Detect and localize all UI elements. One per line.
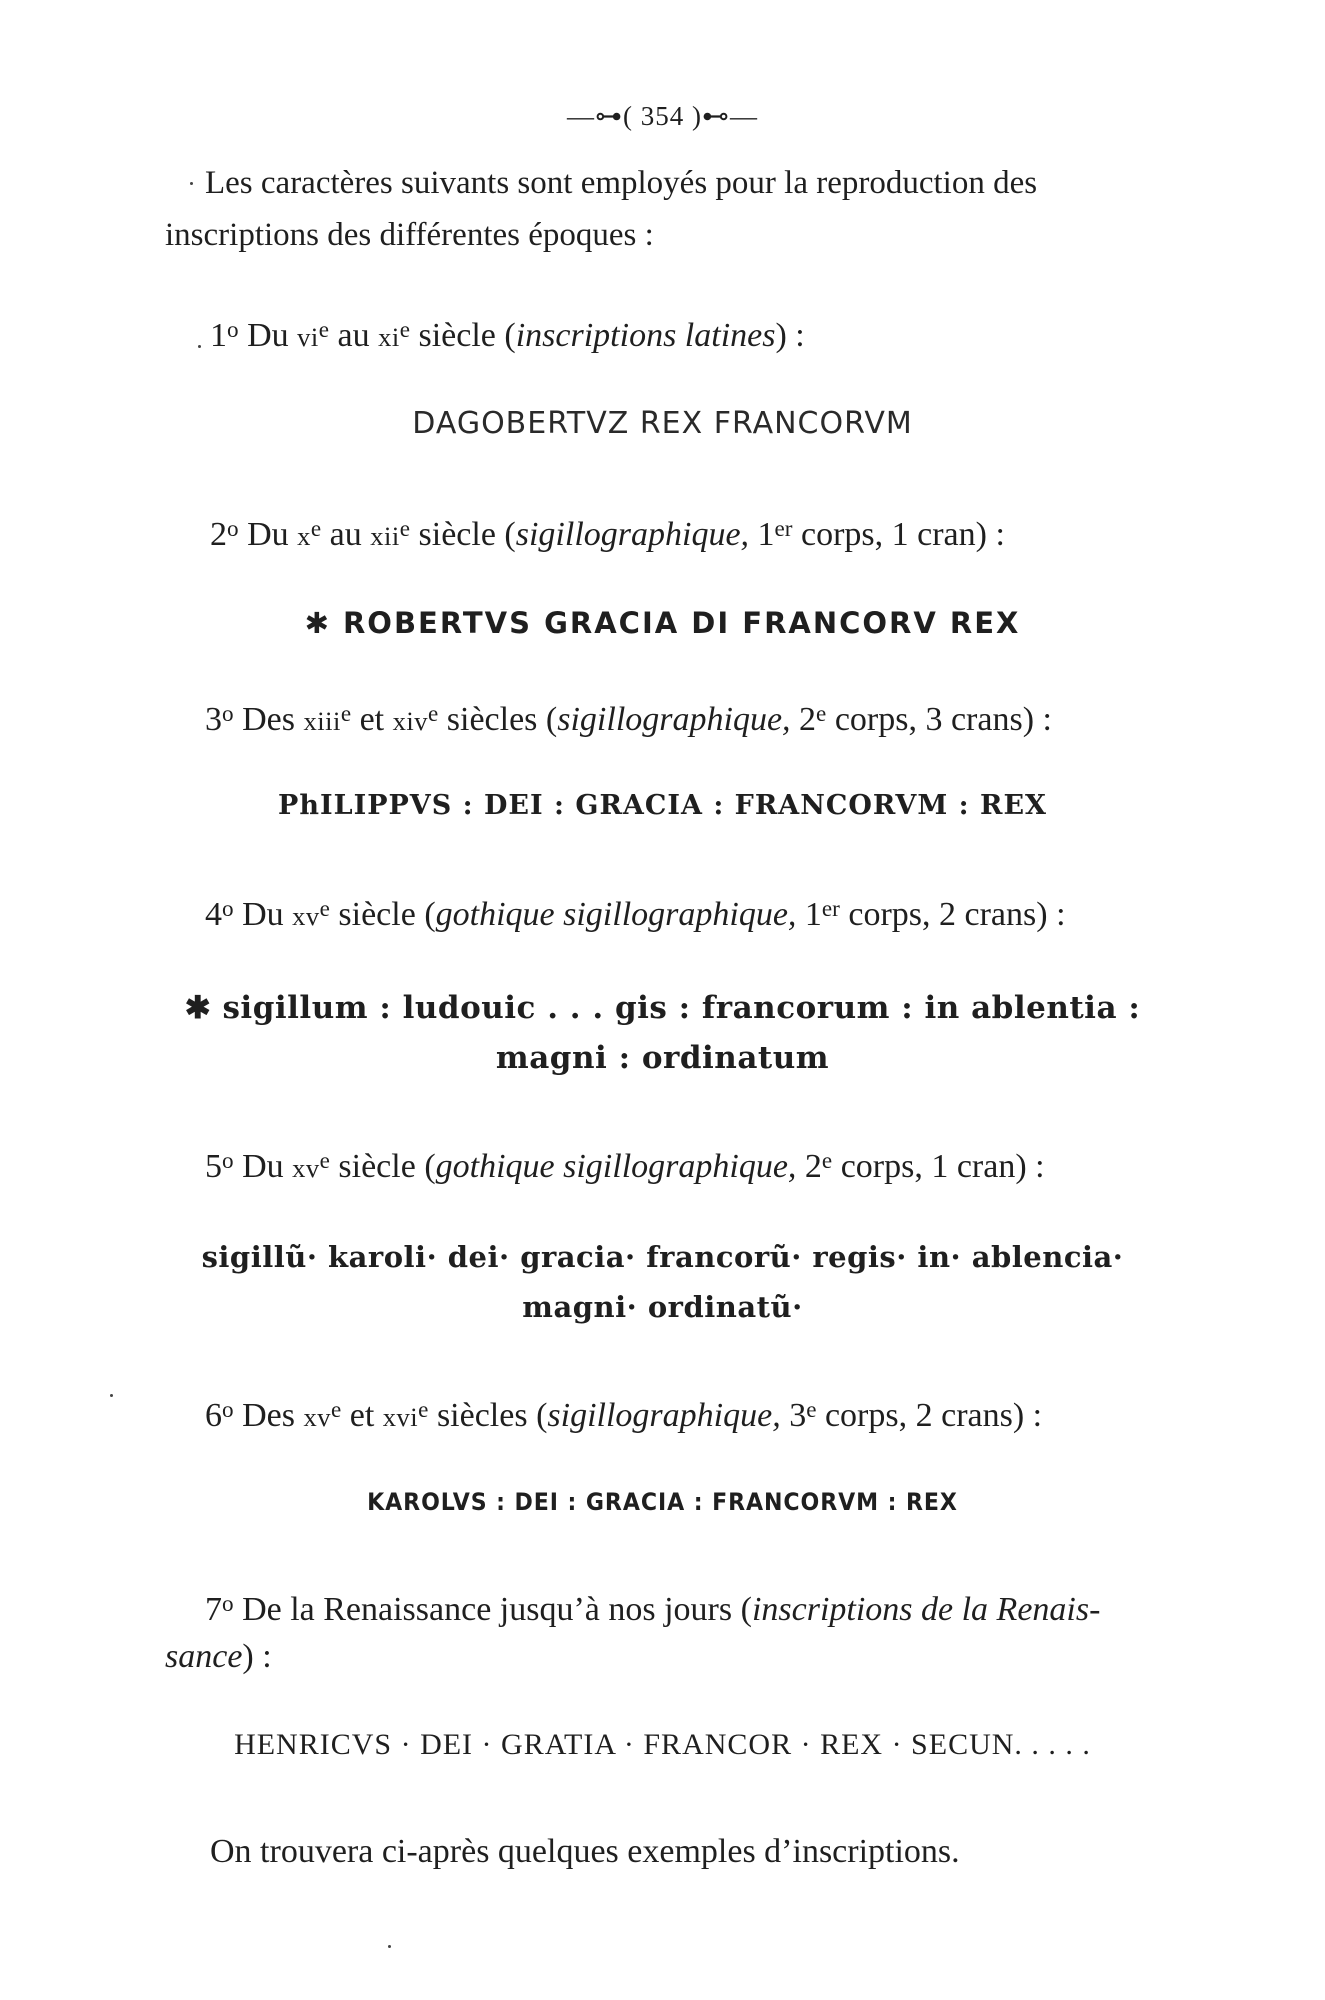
item-1-italic: inscriptions latines [515,317,776,354]
item-3-italic: sigillographique, [557,701,791,738]
page-number: 354 [640,101,685,131]
item-3-number: 3 [205,701,222,738]
item-7-heading: 7$^o$ De la Renaissance jusqu’à nos jours (inscriptions de la Renais- [205,1591,1101,1628]
item-5-heading: 5$^o$ Du $xv^e$ siècle (gothique sigillographique, 2e corps, 1 cran) : [205,1148,1045,1185]
item-7-italic: inscriptions de la Renais- [751,1591,1101,1628]
item-1-number: 1 [210,317,227,354]
item-4-sample-line-2: magni : ordinatum [495,1040,830,1076]
item-7-number: 7 [205,1591,222,1628]
item-2-sample: ✱ ROBERTVS GRACIA DI FRANCORV REX [304,606,1021,640]
item-5-sample-line-2: magni· ordinatũ· [522,1290,803,1324]
item-4-italic: gothique sigillographique, [435,896,797,933]
item-6-italic: sigillographique, [547,1397,781,1434]
item-2-heading: 2$^o$ Du $x^e$ au xii$^e$ siècle (sigillographique, 1er corps, 1 cran) : [210,516,1005,553]
print-speck [388,1945,391,1948]
item-4-heading: 4$^o$ Du $xv^e$ siècle (gothique sigillographique, 1er corps, 2 crans) : [205,896,1066,933]
item-7-sample: HENRICVS · DEI · GRATIA · FRANCOR · REX · SECUN. . . . . [234,1728,1091,1761]
item-2-italic: sigillographique, [515,516,750,553]
print-speck [198,345,201,348]
intro-line-2: inscriptions des différentes époques : [165,217,654,253]
item-3-sample: PhILIPPVS : DEI : GRACIA : FRANCORVM : REX [278,790,1047,821]
item-4-number: 4 [205,896,222,933]
intro-line-1: Les caractères suivants sont employés pour la reproduction des [205,165,1038,201]
page-header [0,98,1325,134]
item-6-number: 6 [205,1397,222,1434]
item-5-number: 5 [205,1148,222,1185]
item-7-heading-cont: sance) : [165,1638,272,1675]
item-6-heading: 6$^o$ Des $xv^e$ et xvi$^e$ siècles (sigillographique, 3e corps, 2 crans) : [205,1397,1043,1434]
item-5-sample-line-1: sigillũ· karoli· dei· gracia· francorũ· regis· in· ablencia· [201,1240,1124,1274]
item-3-heading: 3$^o$ Des xiii$^e$ et xiv$^e$ siècles (sigillographique, 2e corps, 3 crans) : [205,701,1052,738]
header-right-ornament: )⊷— [692,101,758,131]
header-left-ornament: —⊶( [567,101,633,131]
item-4-sample-line-1: ✱ sigillum : ludouic . . . gis : francorum : in ablentia : [184,990,1141,1026]
closing-line: On trouvera ci-après quelques exemples d’inscriptions. [210,1833,960,1870]
item-1-heading: 1$^o$ Du $vi^e$ au $xi^e$ siècle (inscriptions latines) : [210,317,805,354]
item-6-sample: KAROLVS : DEI : GRACIA : FRANCORVM : REX [367,1488,958,1516]
item-5-italic: gothique sigillographique, [435,1148,797,1185]
item-2-number: 2 [210,516,227,553]
print-speck [110,1394,113,1397]
item-1-sample: DAGOBERTVZ REX FRANCORVM [412,406,913,441]
print-speck [190,182,193,185]
